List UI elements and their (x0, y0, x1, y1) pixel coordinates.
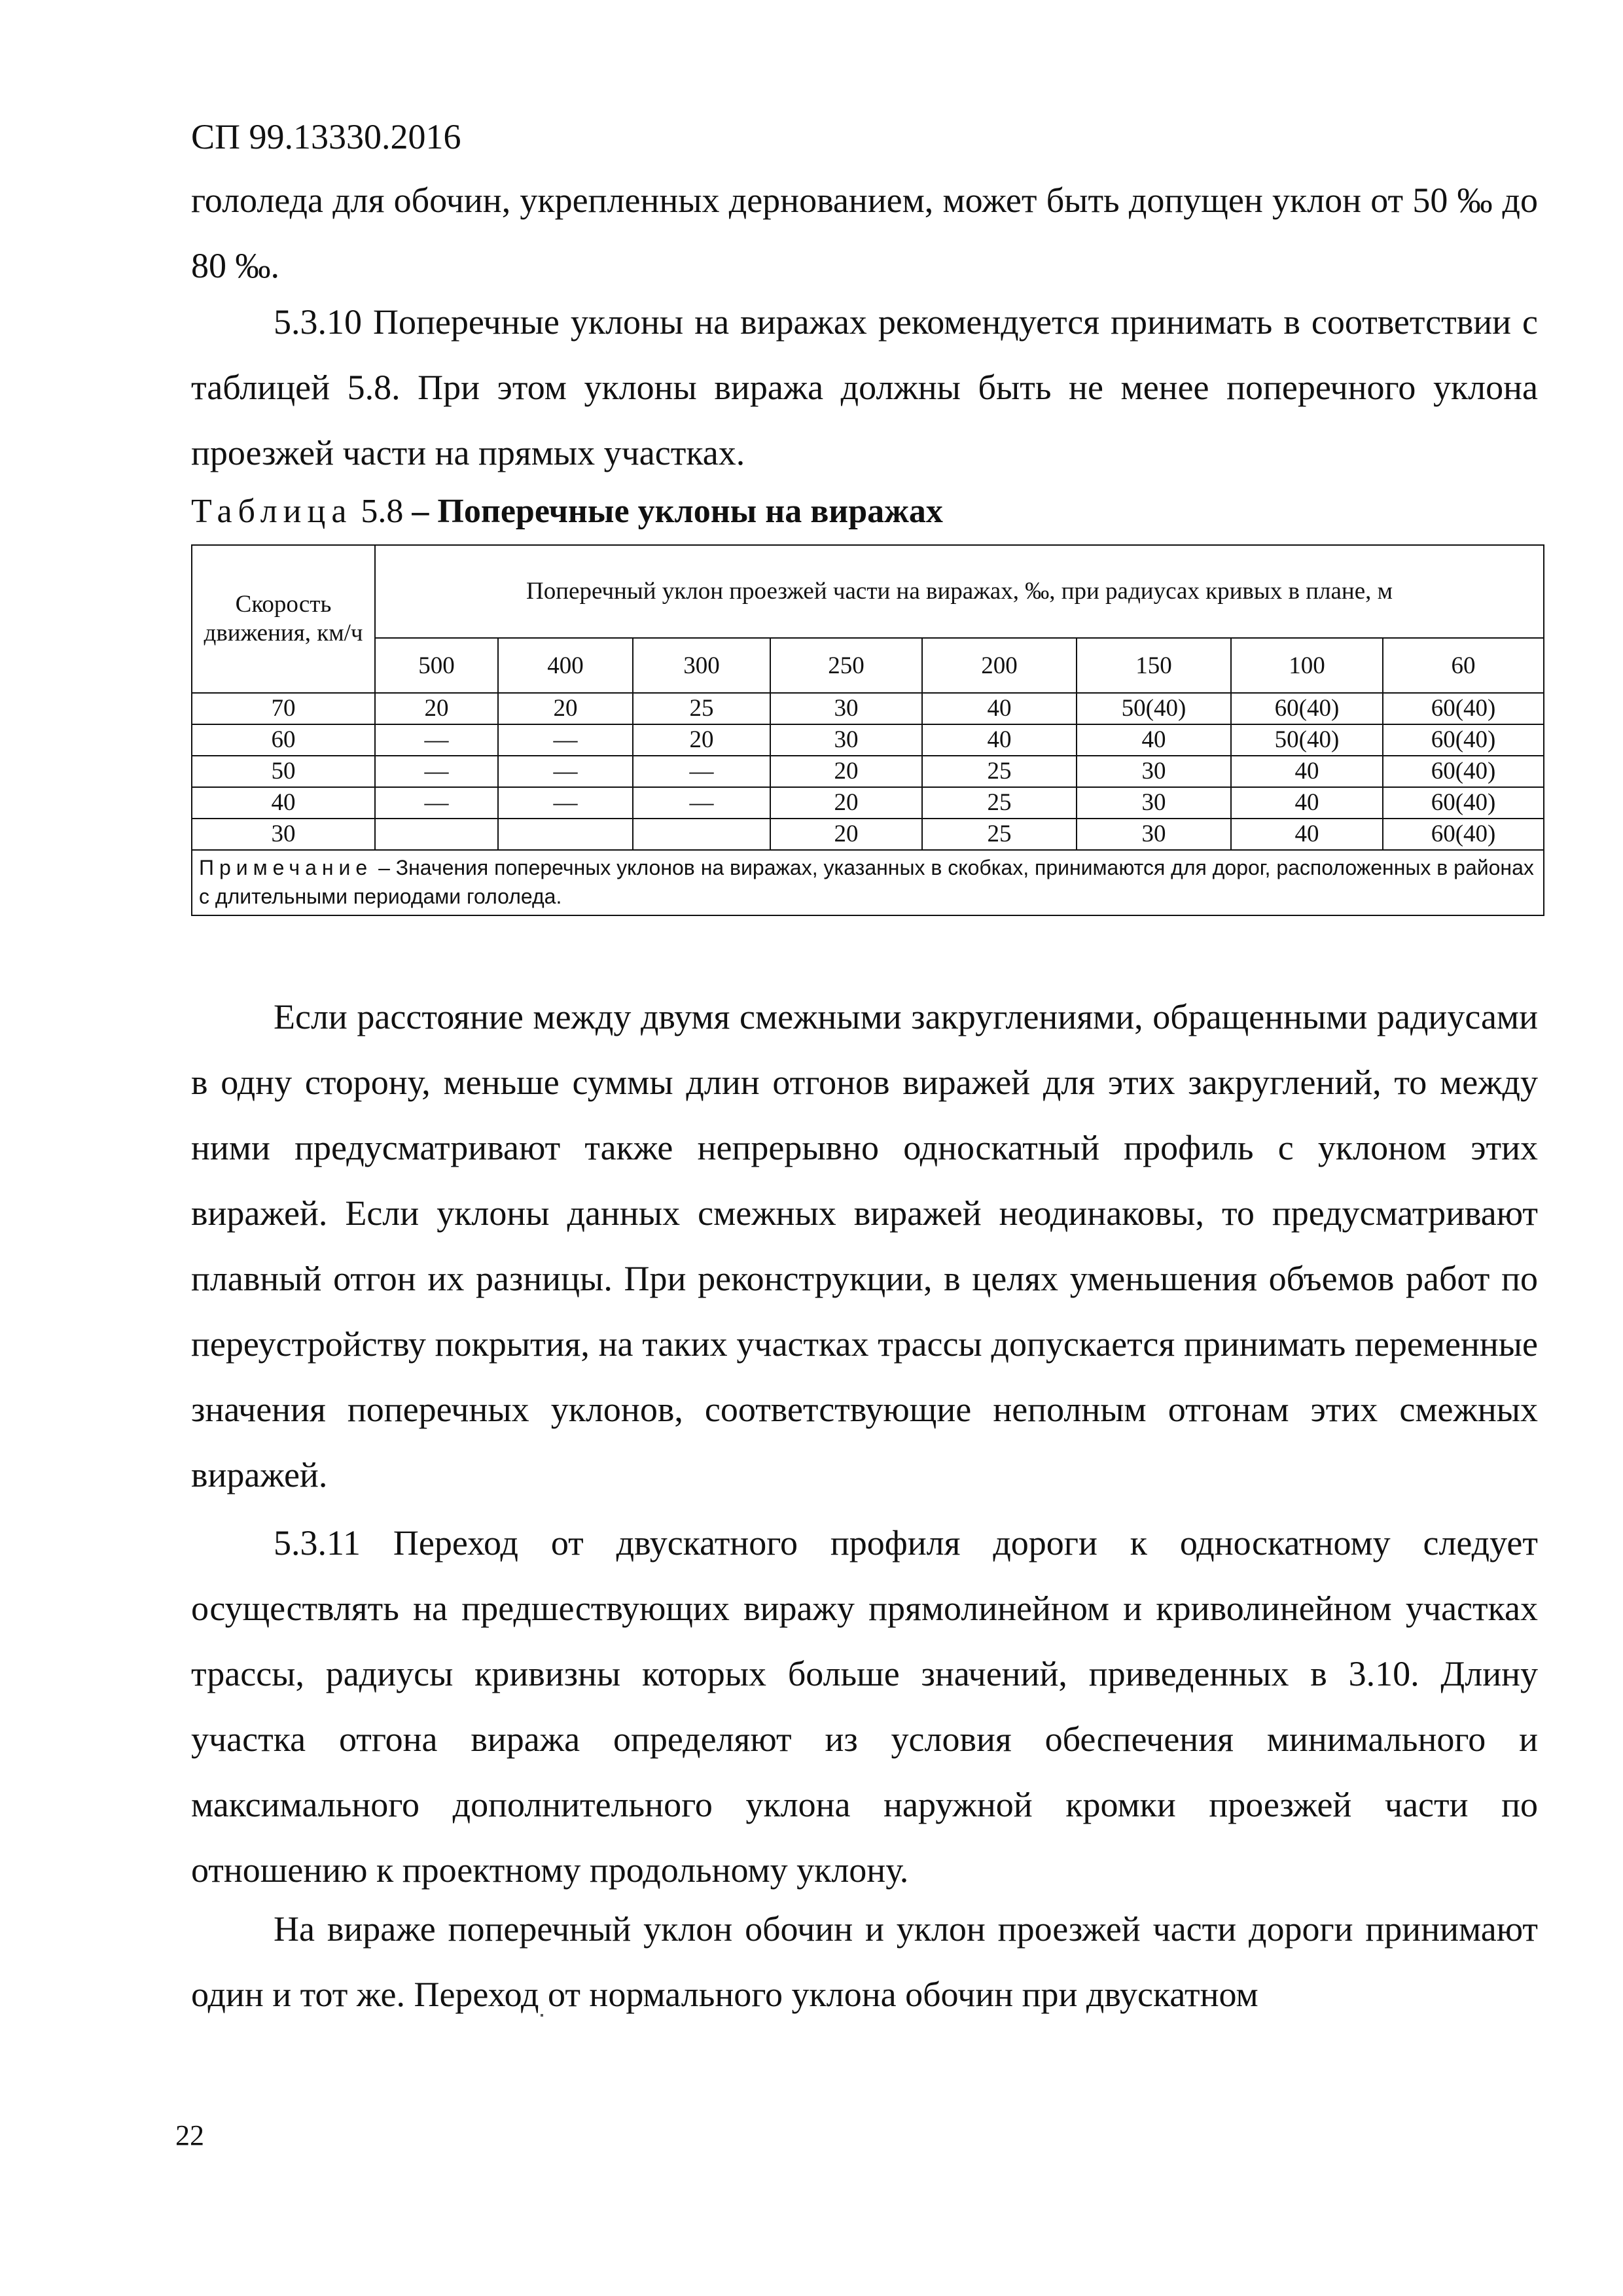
table-caption-label: Таблица (191, 493, 353, 530)
slope-cell: 60(40) (1383, 756, 1544, 787)
slope-cell: 40 (1231, 819, 1383, 850)
slope-cell: 50(40) (1231, 724, 1383, 756)
slope-cell: 20 (770, 819, 922, 850)
speed-cell: 50 (192, 756, 375, 787)
slope-cell: — (498, 756, 633, 787)
speed-header: Скорость движения, км/ч (192, 545, 375, 693)
slope-cell: 30 (1077, 756, 1231, 787)
slope-cell: — (633, 756, 770, 787)
slope-cell: — (375, 724, 498, 756)
note-label: Примечание (199, 856, 373, 879)
slope-cell: — (633, 787, 770, 819)
table-row (192, 787, 1544, 819)
slope-cell: 20 (633, 724, 770, 756)
slope-cell: 25 (922, 819, 1077, 850)
slope-cell (498, 819, 633, 850)
slope-cell: 40 (922, 693, 1077, 724)
radius-header: 100 (1231, 638, 1383, 693)
slope-cell: 60(40) (1383, 819, 1544, 850)
radius-header: 300 (633, 638, 770, 693)
slope-cell: 40 (1077, 724, 1231, 756)
radius-header: 150 (1077, 638, 1231, 693)
slope-cell: 40 (922, 724, 1077, 756)
slope-cell: 25 (633, 693, 770, 724)
slope-cell: 20 (770, 787, 922, 819)
radius-header: 200 (922, 638, 1077, 693)
slope-cell: 20 (770, 756, 922, 787)
slope-header: Поперечный уклон проезжей части на виражах, ‰, при радиусах кривых в плане, м (375, 545, 1544, 638)
speed-cell: 30 (192, 819, 375, 850)
slope-cell: 30 (770, 693, 922, 724)
slope-cell: 20 (375, 693, 498, 724)
slope-cell: 40 (1231, 787, 1383, 819)
paragraph-5-3-10: 5.3.10 Поперечные уклоны на виражах рекомендуется принимать в соответствии с таблицей 5.8. При этом уклоны виража должны быть не менее поперечного уклона проезжей части на прямых участках. (191, 302, 1538, 472)
slope-cell: 30 (1077, 787, 1231, 819)
slope-cell: 25 (922, 787, 1077, 819)
table-note-row (192, 850, 1544, 915)
slope-cell: 40 (1231, 756, 1383, 787)
speed-cell: 70 (192, 693, 375, 724)
slope-cell: 60(40) (1383, 693, 1544, 724)
table-row (192, 724, 1544, 756)
radius-header: 250 (770, 638, 922, 693)
speed-cell: 60 (192, 724, 375, 756)
superelevation-table (191, 544, 1544, 916)
slope-cell: 20 (498, 693, 633, 724)
slope-cell (375, 819, 498, 850)
page-number: 22 (175, 2119, 204, 2151)
table-row (192, 819, 1544, 850)
table-caption-title: Поперечные уклоны на виражах (437, 493, 943, 530)
table-row (192, 756, 1544, 787)
slope-cell: 30 (1077, 819, 1231, 850)
slope-cell: 25 (922, 756, 1077, 787)
table-note (192, 850, 1544, 915)
slope-cell: 30 (770, 724, 922, 756)
radius-header: 500 (375, 638, 498, 693)
paragraph-5-3-11: 5.3.11 Переход от двускатного профиля дороги к односкатному следует осуществлять на предшествующих виражу прямолинейном и криволинейном участках трассы, радиусы кривизны которых больше значений, приведенных в 3.10. Длину участка отгона виража определяют из условия обеспечения минимального и максимального дополнительного уклона наружной кромки проезжей части по отношению к проектному продольному уклону. (191, 1523, 1538, 1890)
slope-cell: — (498, 787, 633, 819)
paragraph-shoulder-slope: гололеда для обочин, укрепленных дернованием, может быть допущен уклон от 50 ‰ до 80 ‰. (191, 181, 1538, 285)
table-caption (191, 492, 943, 531)
slope-cell: 50(40) (1077, 693, 1231, 724)
scan-speck (541, 2014, 543, 2017)
radius-header: 400 (498, 638, 633, 693)
table-row (192, 693, 1544, 724)
table-caption-number: 5.8 (361, 493, 404, 530)
slope-cell: 60(40) (1383, 787, 1544, 819)
slope-cell: — (498, 724, 633, 756)
slope-cell: — (375, 756, 498, 787)
slope-cell: — (375, 787, 498, 819)
speed-cell: 40 (192, 787, 375, 819)
slope-cell: 60(40) (1383, 724, 1544, 756)
document-code: СП 99.13330.2016 (191, 117, 461, 156)
paragraph-adjacent-curves: Если расстояние между двумя смежными закруглениями, обращенными радиусами в одну сторону, меньше суммы длин отгонов виражей для этих закруглений, то между ними предусматривают также непрерывно односкатный профиль с уклоном этих виражей. Если уклоны данных смежных виражей неодинаковы, то предусматривают плавный отгон их разницы. При реконструкции, в целях уменьшения объемов работ по переустройству покрытия, на таких участках трассы допускается принимать переменные значения поперечных уклонов, соответствующие неполным отгонам этих смежных виражей. (191, 997, 1538, 1494)
radius-header: 60 (1383, 638, 1544, 693)
slope-cell: 60(40) (1231, 693, 1383, 724)
table-caption-dash: – (412, 493, 429, 530)
note-text: – Значения поперечных уклонов на виражах, указанных в скобках, принимаются для дорог, расположенных в районах с длительными периодами гололеда. (199, 856, 1534, 908)
slope-cell (633, 819, 770, 850)
paragraph-shoulder-transition: На вираже поперечный уклон обочин и уклон проезжей части дороги принимают один и тот же. Переход от нормального уклона обочин при двускатном (191, 1909, 1538, 2014)
